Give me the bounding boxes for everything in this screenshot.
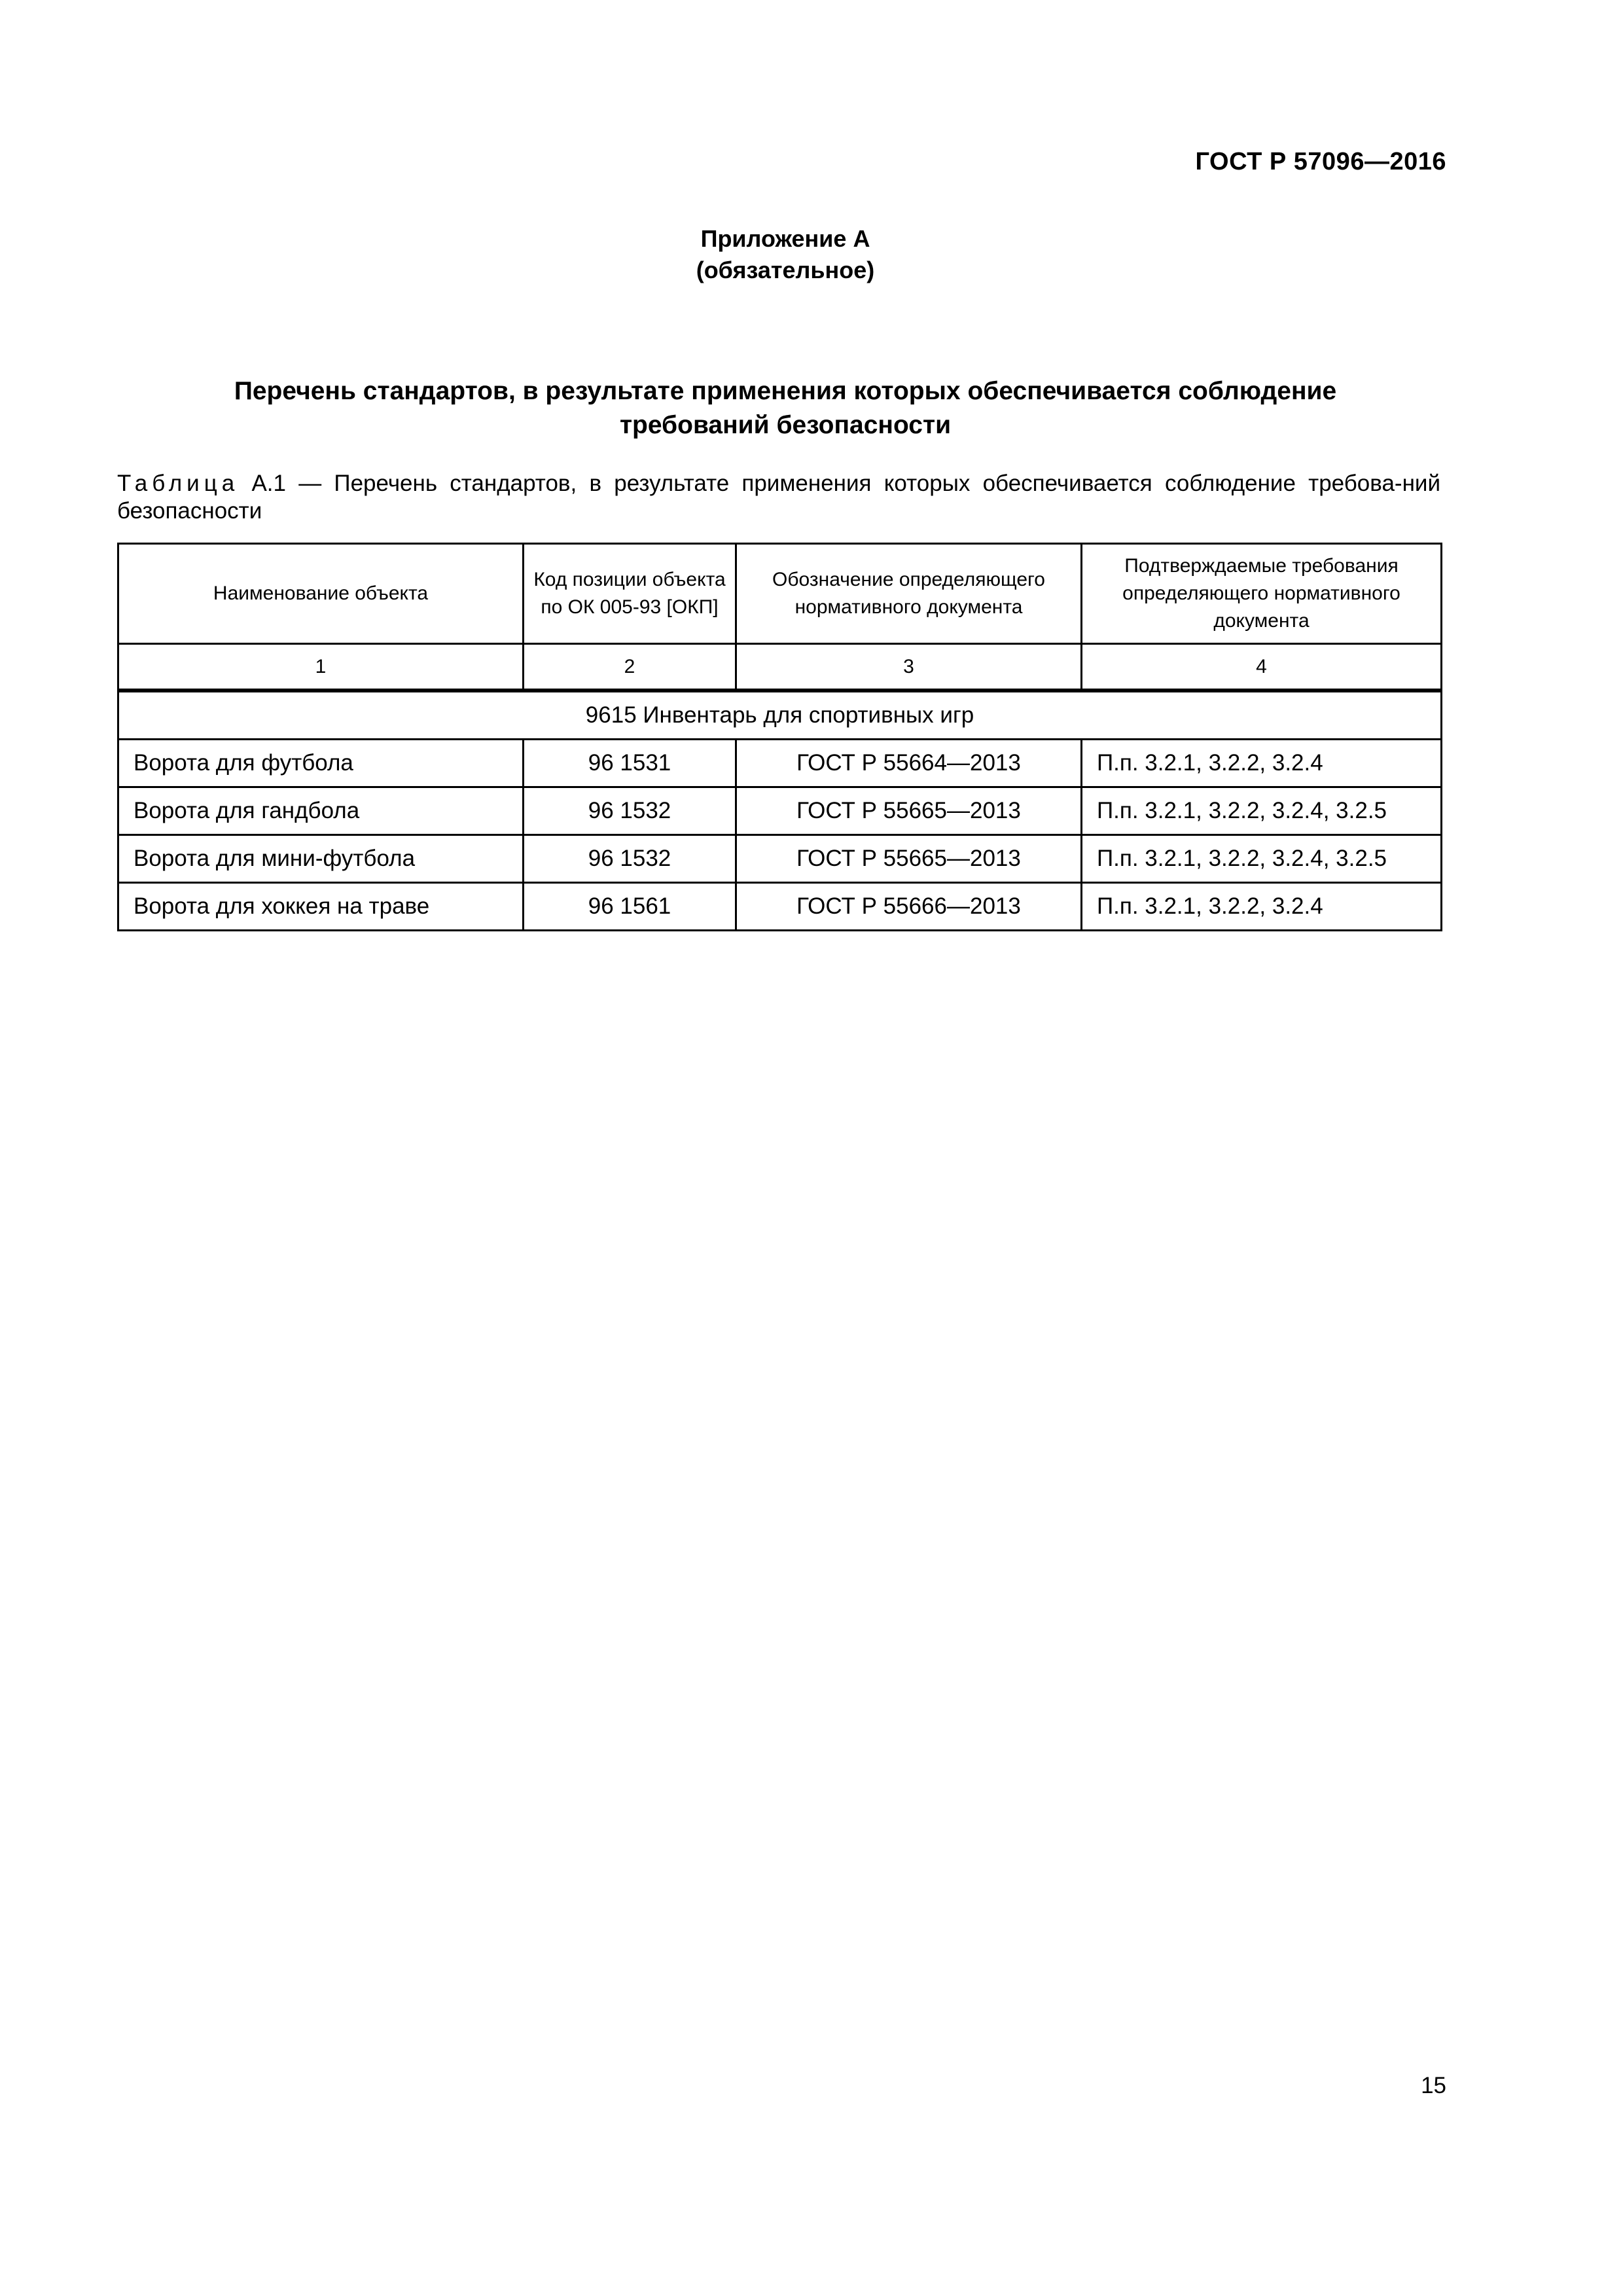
table-row — [118, 740, 1442, 787]
column-number-cell: 2 — [524, 644, 736, 691]
cell-object-name: Ворота для мини-футбола — [118, 835, 524, 883]
table-row — [118, 787, 1442, 835]
cell-object-name: Ворота для хоккея на траве — [118, 883, 524, 931]
column-number-row — [118, 644, 1442, 691]
cell-requirements: П.п. 3.2.1, 3.2.2, 3.2.4, 3.2.5 — [1082, 787, 1442, 835]
cell-document: ГОСТ Р 55665—2013 — [736, 835, 1082, 883]
column-number-cell: 3 — [736, 644, 1082, 691]
table-row — [118, 883, 1442, 931]
page-number: 15 — [1421, 2073, 1446, 2098]
column-number-cell: 1 — [118, 644, 524, 691]
cell-object-name: Ворота для футбола — [118, 740, 524, 787]
header-cell-requirements: Подтверждаемые требования определяющего нормативного документа — [1082, 544, 1442, 644]
cell-requirements: П.п. 3.2.1, 3.2.2, 3.2.4 — [1082, 740, 1442, 787]
page-title-line-2: требований безопасности — [619, 411, 952, 439]
table-caption — [117, 470, 1440, 525]
cell-object-name: Ворота для гандбола — [118, 787, 524, 835]
table-row — [118, 835, 1442, 883]
header-cell-document: Обозначение определяющего нормативного документа — [736, 544, 1082, 644]
column-number-cell: 4 — [1082, 644, 1442, 691]
header-cell-object-name: Наименование объекта — [118, 544, 524, 644]
group-cell: 9615 Инвентарь для спортивных игр — [118, 691, 1442, 740]
table-caption-label: Таблица — [117, 471, 240, 496]
document-code: ГОСТ Р 57096—2016 — [1195, 148, 1446, 175]
standards-table — [117, 543, 1442, 931]
page-title-line-1: Перечень стандартов, в результате применения которых обеспечивается соблюдение — [234, 377, 1337, 405]
header-cell-okp-code: Код позиции объекта по ОК 005-93 [ОКП] — [524, 544, 736, 644]
table-caption-text: А.1 — Перечень стандартов, в результате применения которых обеспечивается соблюдение требова-ний безопасности — [117, 471, 1440, 524]
page-title — [0, 374, 1571, 442]
appendix-title: Приложение А — [700, 225, 870, 252]
cell-document: ГОСТ Р 55666—2013 — [736, 883, 1082, 931]
cell-requirements: П.п. 3.2.1, 3.2.2, 3.2.4 — [1082, 883, 1442, 931]
group-row — [118, 691, 1442, 740]
appendix-status: (обязательное) — [696, 257, 875, 283]
table-header-row — [118, 544, 1442, 644]
cell-okp-code: 96 1531 — [524, 740, 736, 787]
cell-okp-code: 96 1532 — [524, 787, 736, 835]
cell-requirements: П.п. 3.2.1, 3.2.2, 3.2.4, 3.2.5 — [1082, 835, 1442, 883]
cell-document: ГОСТ Р 55665—2013 — [736, 787, 1082, 835]
cell-okp-code: 96 1532 — [524, 835, 736, 883]
cell-document: ГОСТ Р 55664—2013 — [736, 740, 1082, 787]
cell-okp-code: 96 1561 — [524, 883, 736, 931]
